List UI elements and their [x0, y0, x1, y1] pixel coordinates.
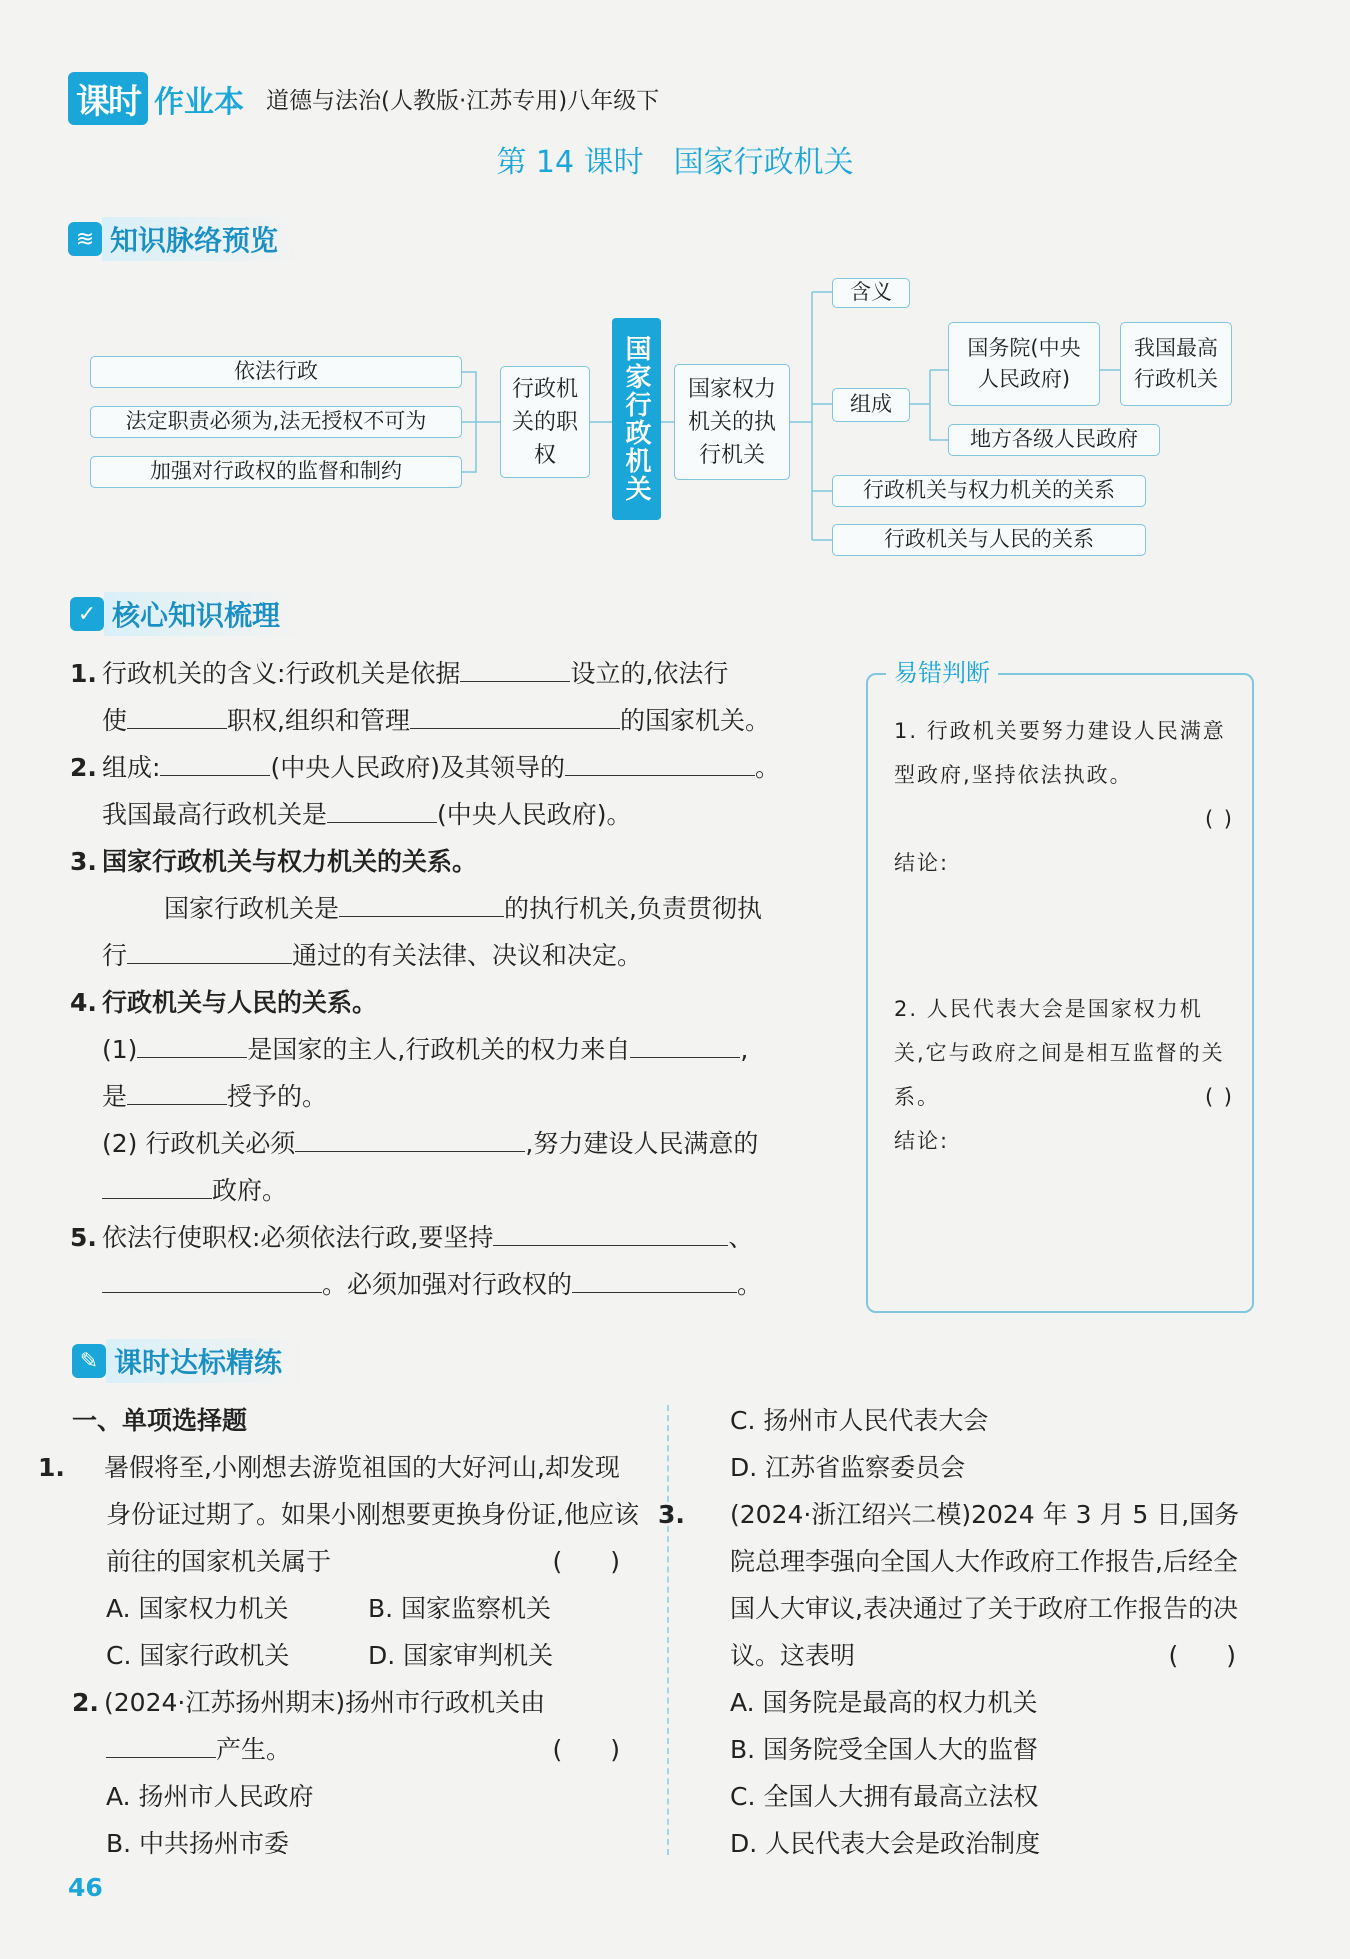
question-1: 1. 暑假将至,小刚想去游览祖国的大好河山,却发现身份证过期了。如果小刚想要更换身份证,他应该前往的国家机关属于 ( ) A. 国家权力机关 B. 国家监察机关 C. 国家行政机关 D. 国家审判机关 [38, 1453, 640, 1670]
mindmap-highest: 我国最高行政机关 [1120, 322, 1232, 406]
mindmap-center: 国家行政机关 [612, 318, 661, 520]
brand-name: 作业本 [154, 84, 244, 120]
subject-label: 道德与法治(人教版·江苏专用)八年级下 [266, 88, 660, 114]
error-judgment-box [866, 659, 1254, 1313]
section-title: 核心知识梳理 [104, 592, 300, 636]
section-practice-header [72, 1340, 302, 1382]
judgment-item: 1. 行政机关要努力建设人民满意型政府,坚持依法执政。 ( ) 结论: [894, 719, 1234, 875]
practice-right-column: C. 扬州市人民代表大会 D. 江苏省监察委员会 3. (2024·浙江绍兴二模)2024 年 3 月 5 日,国务院总理李强向全国人大作政府工作报告,后经全国人大审议,表决通过了关于政府工作报告的决议。这表明 ( ) A. 国务院是最高的权力机关 B. 国务院受全国人大的监督 C. 全国人大拥有最高立法权 D. 人民代表大会是政治制度 [694, 1397, 1256, 1867]
lesson-title: 第 14 课时 国家行政机关 [496, 145, 854, 180]
mindmap-composition: 组成 [832, 388, 910, 422]
section-title: 课时达标精练 [106, 1339, 302, 1383]
practice-left-column [38, 1397, 640, 1867]
mindmap-right-node: 国家权力机关的执行机关 [674, 364, 790, 480]
core-knowledge: 1. 行政机关的含义:行政机关是依据 设立的,依法行 使 职权,组织和管理 的国家机关。 2. 组成: (中央人民政府)及其领导的 。 我国最高行政机关是 (中央人民政府)。 3. 国家行政机关与权力机关的关系。 国家行政机关是 的执行机关,负责贯彻执 行 通过的有关法律、决议和决定。 4. 行政机关与人民的关系。 (1) 是国家的主人,行政机关的权力来自 , 是 授予的。 (2) 行政机关必须 ,努力建设人民满意的 政府。 5. 依法行使职权:必须依法行政,要坚持 、 。必须加强对行政权的 。 [70, 650, 840, 1308]
brand-logo: 课时 [68, 72, 148, 125]
mindmap-left-item: 加强对行政权的监督和制约 [90, 456, 462, 488]
mindmap-rel-people: 行政机关与人民的关系 [832, 524, 1146, 556]
layers-icon: ≋ [68, 222, 102, 256]
question-3: 3. (2024·浙江绍兴二模)2024 年 3 月 5 日,国务院总理李强向全国人大作政府工作报告,后经全国人大审议,表决通过了关于政府工作报告的决议。这表明 ( ) A. 国务院是最高的权力机关 B. 国务院受全国人大的监督 C. 全国人大拥有最高立法权 D. 人民代表大会是政治制度 [658, 1500, 1256, 1858]
page-number: 46 [68, 1873, 103, 1902]
judgment-item: 2. 人民代表大会是国家权力机关,它与政府之间是相互监督的关系。 ( ) 结论: [894, 997, 1234, 1153]
mindmap-meaning: 含义 [832, 278, 910, 308]
mindmap-left-item: 法定职责必须为,法无授权不可为 [90, 406, 462, 438]
checkbox-icon: ✓ [70, 597, 104, 631]
column-divider [667, 1405, 669, 1855]
section-title: 知识脉络预览 [102, 217, 298, 261]
section-core-header [70, 593, 300, 635]
mindmap-rel-power: 行政机关与权力机关的关系 [832, 475, 1146, 507]
mindmap-state-council: 国务院(中央人民政府) [948, 322, 1100, 406]
question-2: 2. (2024·江苏扬州期末)扬州市行政机关由 产生。 ( ) A. 扬州市人民政府 B. 中共扬州市委 [72, 1688, 640, 1858]
pencil-icon: ✎ [72, 1344, 106, 1378]
mindmap-left-item: 依法行政 [90, 356, 462, 388]
part-title: 一、单项选择题 [72, 1406, 248, 1435]
mindmap-local: 地方各级人民政府 [948, 424, 1160, 456]
mindmap-left-node: 行政机关的职权 [500, 366, 590, 478]
mindmap-connectors [0, 0, 1350, 600]
side-box-title: 易错判断 [886, 653, 998, 688]
